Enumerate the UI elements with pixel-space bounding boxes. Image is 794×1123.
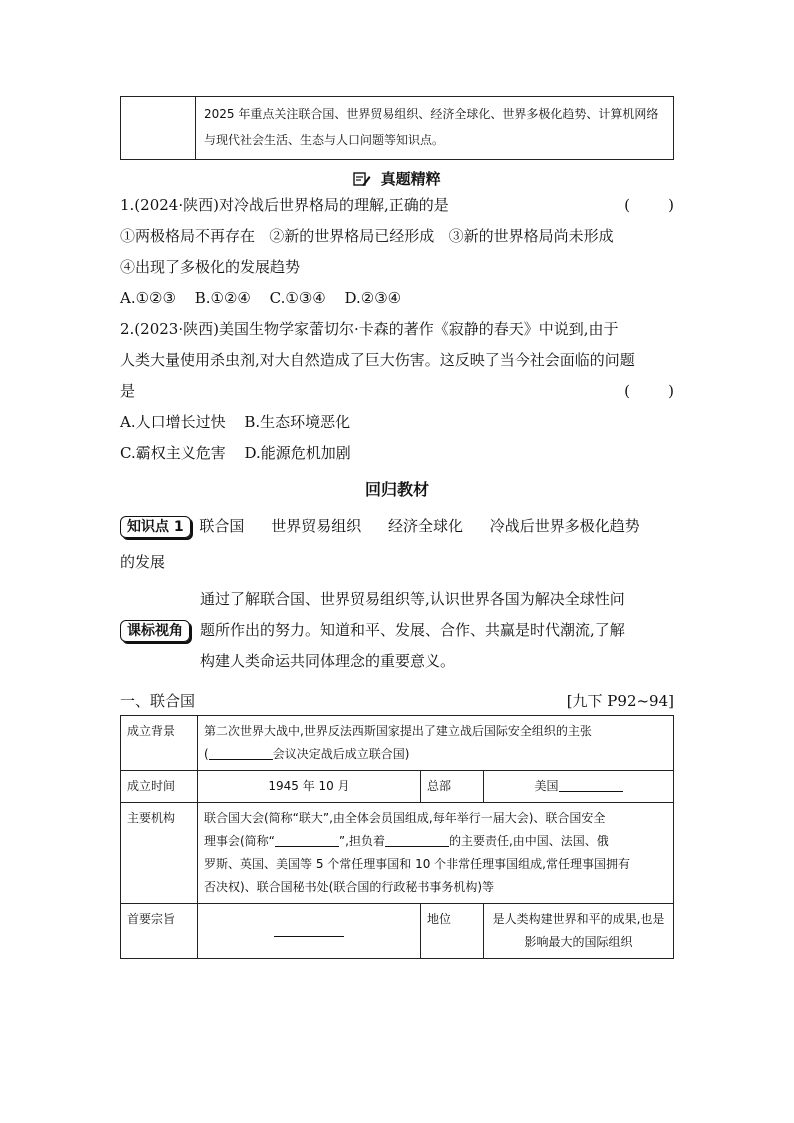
question-1-statements-line2: ④出现了多极化的发展趋势 (120, 258, 301, 276)
curriculum-view-line: 构建人类命运共同体理念的重要意义。 (200, 652, 456, 670)
table-row (121, 904, 674, 959)
organs-line4: 否决权)、联合国秘书处(联合国的行政秘书事务机构)等 (204, 880, 495, 894)
table-row (121, 771, 674, 803)
question-2-stem-line1: 2.(2023·陕西)美国生物学家蕾切尔·卡森的著作《寂静的春天》中说到,由于 (120, 320, 619, 338)
purpose-label: 首要宗旨 (121, 904, 198, 959)
question-1 (120, 190, 674, 314)
organs-label: 主要机构 (121, 803, 198, 904)
status-label: 地位 (421, 904, 484, 959)
knowledge-point-continued: 的发展 (120, 553, 166, 571)
purpose-value-cell (198, 904, 421, 959)
status-line2: 影响最大的国际组织 (524, 935, 633, 949)
pencil-note-icon (353, 171, 371, 187)
question-1-stem: 1.(2024·陕西)对冷战后世界格局的理解,正确的是 (120, 196, 449, 214)
organs-line2 (204, 830, 667, 853)
background-content (198, 716, 674, 771)
organs-line2-a: 理事会(简称“ (204, 834, 275, 848)
table-row (121, 803, 674, 904)
background-line1: 第二次世界大战中,世界反法西斯国家提出了建立战后国际安全组织的主张 (204, 724, 592, 738)
question-2-answer-paren: ( ) (624, 382, 674, 400)
question-1-statements-line1: ①两极格局不再存在 ②新的世界格局已经形成 ③新的世界格局尚未形成 (120, 227, 614, 245)
question-2-option-d: D.能源危机加剧 (244, 444, 351, 462)
question-1-options (120, 283, 674, 314)
fill-in-blank[interactable] (385, 832, 449, 847)
organs-line2-b: ”,担负着 (338, 834, 385, 848)
time-value: 1945 年 10 月 (198, 771, 421, 803)
question-2 (120, 314, 674, 469)
fill-in-blank[interactable] (209, 745, 273, 760)
knowledge-point-item: 冷战后世界多极化趋势 (489, 517, 640, 535)
hq-value-cell (484, 771, 674, 803)
background-line2-text: 会议决定战后成立联合国) (272, 747, 410, 761)
background-line2 (204, 743, 667, 766)
fill-in-blank[interactable] (559, 777, 623, 792)
key-points-table (120, 96, 674, 160)
fill-in-blank[interactable] (274, 922, 344, 937)
status-line1: 是人类构建世界和平的成果,也是 (492, 912, 665, 926)
question-2-stem-line3: 是 (120, 382, 136, 400)
knowledge-point-badge: 知识点 1 (120, 516, 191, 538)
question-1-answer-paren: ( ) (624, 196, 674, 214)
un-table (120, 715, 674, 959)
key-points-label-cell (121, 97, 196, 160)
key-points-text: 2025 年重点关注联合国、世界贸易组织、经济全球化、世界多极化趋势、计算机网络与现代社会生活、生态与人口问题等知识点。 (196, 97, 674, 160)
table-row (121, 716, 674, 771)
page (120, 96, 674, 959)
knowledge-point-item: 世界贸易组织 (271, 517, 362, 535)
subsection-heading (120, 687, 674, 715)
subsection-reference: [九下 P92~94] (566, 692, 674, 710)
question-2-option-b: B.生态环境恶化 (244, 413, 351, 431)
question-2-options-row1 (120, 407, 674, 438)
background-paren-open: ( (204, 747, 209, 761)
section-title-huigui: 回归教材 (364, 480, 429, 499)
question-2-option-a: A.人口增长过快 (120, 413, 226, 431)
time-label: 成立时间 (121, 771, 198, 803)
question-1-option-b: B.①②④ (194, 289, 251, 307)
organs-line2-c: 的主要责任,由中国、法国、俄 (448, 834, 609, 848)
knowledge-point-item: 经济全球化 (388, 517, 464, 535)
subsection-title: 一、联合国 (120, 692, 196, 710)
curriculum-view-line: 通过了解联合国、世界贸易组织等,认识世界各国为解决全球性问 (200, 590, 625, 608)
hq-label: 总部 (421, 771, 484, 803)
section-heading-zhenti (120, 168, 674, 190)
curriculum-view-badge: 课标视角 (120, 620, 190, 642)
question-1-option-a: A.①②③ (120, 289, 176, 307)
knowledge-point-1 (120, 508, 674, 580)
organs-line3: 罗斯、英国、美国等 5 个常任理事国和 10 个非常任理事国组成,常任理事国拥有 (204, 857, 630, 871)
question-1-option-d: D.②③④ (344, 289, 402, 307)
question-2-options-row2 (120, 438, 674, 469)
question-1-option-c: C.①③④ (269, 289, 326, 307)
question-2-option-c: C.霸权主义危害 (120, 444, 226, 462)
hq-value: 美国 (534, 779, 559, 793)
curriculum-view (120, 584, 674, 677)
question-2-stem-line2: 人类大量使用杀虫剂,对大自然造成了巨大伤害。这反映了当今社会面临的问题 (120, 351, 635, 369)
organs-line1: 联合国大会(简称“联大”,由全体会员国组成,每年举行一届大会)、联合国安全 (204, 811, 606, 825)
knowledge-point-item: 联合国 (199, 517, 245, 535)
background-label: 成立背景 (121, 716, 198, 771)
status-content (484, 904, 674, 959)
fill-in-blank[interactable] (275, 832, 339, 847)
curriculum-view-text (200, 584, 625, 677)
section-title-zhenti: 真题精粹 (380, 170, 441, 188)
organs-content (198, 803, 674, 904)
curriculum-view-line: 题所作出的努力。知道和平、发展、合作、共赢是时代潮流,了解 (200, 621, 625, 639)
